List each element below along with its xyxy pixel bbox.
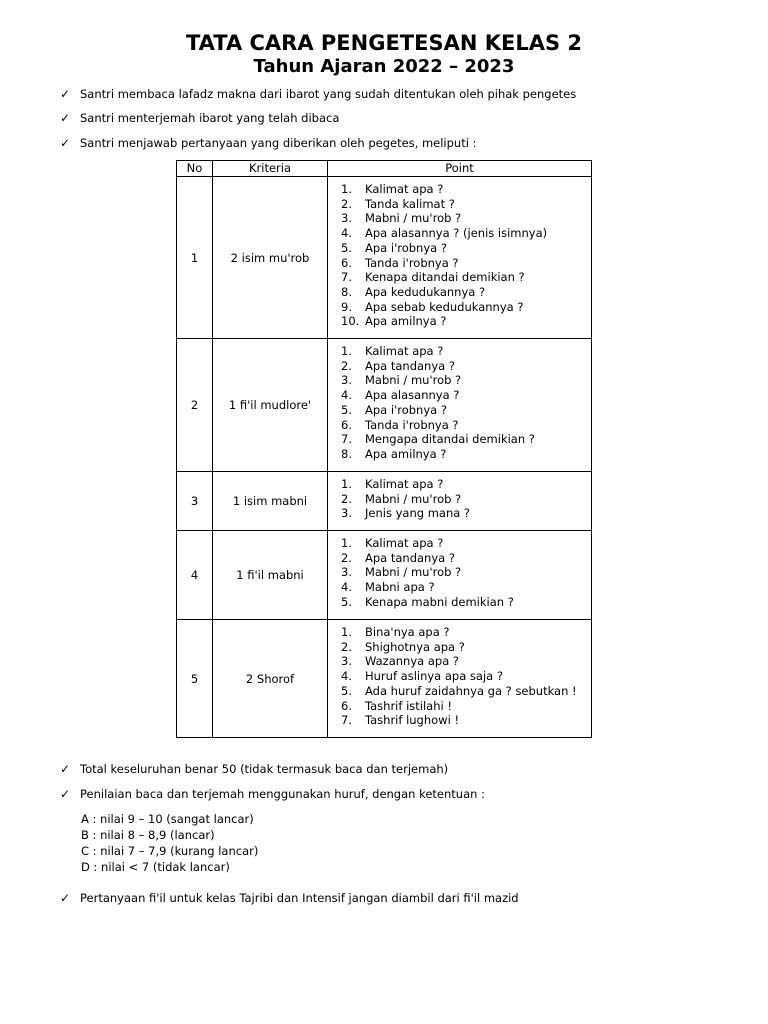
cell-points <box>328 177 592 339</box>
list-item-text: Apa tandanya ? <box>365 550 455 565</box>
cell-no: 1 <box>177 177 213 339</box>
list-item-text: Ada huruf zaidahnya ga ? sebutkan ! <box>365 683 577 698</box>
list-item-text: Tashrif istilahi ! <box>365 698 452 713</box>
list-item-text: Huruf aslinya apa saja ? <box>365 669 503 684</box>
intro-point-3 <box>60 136 476 150</box>
cell-kriteria: 1 fi'il mabni <box>213 531 328 620</box>
list-item <box>328 182 591 197</box>
list-item-text: Kalimat apa ? <box>365 182 444 196</box>
list-item-text: Apa i'robnya ? <box>365 240 447 255</box>
list-item <box>328 580 591 595</box>
list-item <box>328 300 591 315</box>
list-item-text: Mabni apa ? <box>365 580 435 595</box>
list-item <box>328 684 591 699</box>
list-item <box>328 492 591 507</box>
list-item <box>328 506 591 521</box>
final-point <box>60 891 519 905</box>
list-item <box>328 565 591 580</box>
list-item <box>328 256 591 271</box>
list-item-text: Apa amilnya ? <box>365 446 447 461</box>
list-item-text: Kenapa mabni demikian ? <box>365 594 514 609</box>
points-list <box>328 620 591 728</box>
cell-kriteria: 1 isim mabni <box>213 472 328 531</box>
list-item-number: 5. <box>341 402 352 417</box>
header-kriteria: Kriteria <box>213 161 328 177</box>
table-row <box>177 531 592 620</box>
final-point-text: Pertanyaan fi'il untuk kelas Tajribi dan Intensif jangan diambil dari fi'il mazid <box>80 891 519 905</box>
list-item <box>328 447 591 462</box>
list-item-number: 6. <box>341 255 352 270</box>
intro-point-text: Santri membaca lafadz makna dari ibarot yang sudah ditentukan oleh pihak pengetes <box>80 87 577 101</box>
list-item <box>328 344 591 359</box>
checkmark-icon: ✓ <box>60 111 71 125</box>
list-item <box>328 197 591 212</box>
list-item-number: 9. <box>341 299 352 314</box>
list-item-number: 7. <box>341 432 352 447</box>
page-title: TATA CARA PENGETESAN KELAS 2 <box>185 31 583 55</box>
table-row <box>177 339 592 472</box>
list-item-number: 2. <box>341 550 352 565</box>
list-item-number: 7. <box>341 270 352 285</box>
list-item-text: Mengapa ditandai demikian ? <box>365 432 535 447</box>
list-item <box>328 314 591 329</box>
list-item-text: Wazannya apa ? <box>365 654 460 669</box>
list-item <box>328 359 591 374</box>
list-item <box>328 640 591 655</box>
list-item-number: 1. <box>341 477 352 491</box>
intro-point-1 <box>60 87 576 101</box>
list-item-number: 4. <box>341 669 352 684</box>
cell-no: 2 <box>177 339 213 472</box>
list-item-number: 6. <box>341 417 352 432</box>
list-item-text: Apa alasannya ? (jenis isimnya) <box>365 226 548 241</box>
list-item <box>328 285 591 300</box>
list-item-number: 1. <box>341 536 352 550</box>
list-item <box>328 536 591 551</box>
list-item <box>328 403 591 418</box>
list-item-number: 1. <box>341 344 352 358</box>
list-item-text: Apa kedudukannya ? <box>365 284 486 299</box>
list-item-text: Apa i'robnya ? <box>365 402 447 417</box>
list-item-text: Apa alasannya ? <box>365 388 460 403</box>
list-item-text: Mabni / mu'rob ? <box>365 491 462 506</box>
checkmark-icon: ✓ <box>60 762 71 776</box>
list-item-text: Mabni / mu'rob ? <box>365 211 462 226</box>
header-point: Point <box>328 161 592 177</box>
checkmark-icon: ✓ <box>60 87 71 101</box>
list-item-number: 8. <box>341 284 352 299</box>
cell-no: 4 <box>177 531 213 620</box>
list-item-number: 3. <box>341 211 352 226</box>
list-item-number: 7. <box>341 713 352 728</box>
list-item <box>328 432 591 447</box>
intro-point-text: Santri menjawab pertanyaan yang diberikan oleh pegetes, meliputi : <box>80 136 477 150</box>
cell-no: 3 <box>177 472 213 531</box>
points-list <box>328 177 591 329</box>
cell-kriteria: 2 Shorof <box>213 620 328 738</box>
list-item-number: 4. <box>341 580 352 595</box>
list-item-number: 1. <box>341 625 352 639</box>
table-header-row <box>177 161 592 177</box>
list-item <box>328 654 591 669</box>
list-item-number: 5. <box>341 683 352 698</box>
checkmark-icon: ✓ <box>60 136 71 150</box>
list-item-number: 4. <box>341 388 352 403</box>
checkmark-icon: ✓ <box>60 891 71 905</box>
list-item-text: Kalimat apa ? <box>365 536 444 550</box>
table-row <box>177 472 592 531</box>
outro-point-1 <box>60 762 448 776</box>
points-list <box>328 472 591 521</box>
list-item <box>328 226 591 241</box>
list-item <box>328 418 591 433</box>
table-row <box>177 620 592 738</box>
list-item-text: Kalimat apa ? <box>365 477 444 491</box>
list-item-number: 5. <box>341 594 352 609</box>
list-item <box>328 595 591 610</box>
points-list <box>328 531 591 610</box>
checkmark-icon: ✓ <box>60 787 71 801</box>
list-item-number: 2. <box>341 491 352 506</box>
cell-points <box>328 620 592 738</box>
list-item-number: 5. <box>341 240 352 255</box>
list-item <box>328 373 591 388</box>
list-item-text: Apa tandanya ? <box>365 358 455 373</box>
list-item-text: Bina'nya apa ? <box>365 625 450 639</box>
list-item <box>328 551 591 566</box>
list-item-number: 2. <box>341 639 352 654</box>
cell-kriteria: 1 fi'il mudlore' <box>213 339 328 472</box>
page-subtitle: Tahun Ajaran 2022 – 2023 <box>253 56 515 77</box>
grade-line: A : nilai 9 – 10 (sangat lancar) <box>81 812 254 826</box>
intro-point-2 <box>60 111 339 125</box>
list-item-number: 10. <box>341 314 360 329</box>
grade-line: B : nilai 8 – 8,9 (lancar) <box>81 828 215 842</box>
list-item <box>328 270 591 285</box>
points-list <box>328 339 591 462</box>
cell-points <box>328 472 592 531</box>
cell-points <box>328 339 592 472</box>
grade-line: D : nilai < 7 (tidak lancar) <box>81 860 230 874</box>
table-row <box>177 177 592 339</box>
list-item <box>328 241 591 256</box>
list-item <box>328 699 591 714</box>
list-item-text: Shighotnya apa ? <box>365 639 465 654</box>
list-item <box>328 713 591 728</box>
list-item-number: 3. <box>341 565 352 580</box>
list-item-number: 4. <box>341 226 352 241</box>
list-item-number: 2. <box>341 358 352 373</box>
list-item-text: Tashrif lughowi ! <box>365 713 460 728</box>
list-item-text: Tanda i'robnya ? <box>365 255 459 270</box>
list-item-number: 3. <box>341 654 352 669</box>
outro-point-text: Total keseluruhan benar 50 (tidak termasuk baca dan terjemah) <box>80 762 449 776</box>
list-item-number: 3. <box>341 373 352 388</box>
criteria-table <box>176 160 592 738</box>
list-item-number: 6. <box>341 698 352 713</box>
list-item-text: Tanda kalimat ? <box>365 196 455 211</box>
list-item-text: Tanda i'robnya ? <box>365 417 459 432</box>
list-item-text: Jenis yang mana ? <box>365 506 471 521</box>
intro-point-text: Santri menterjemah ibarot yang telah dibaca <box>80 111 340 125</box>
list-item-text: Apa amilnya ? <box>365 314 447 329</box>
list-item <box>328 388 591 403</box>
list-item-number: 2. <box>341 196 352 211</box>
list-item-text: Mabni / mu'rob ? <box>365 565 462 580</box>
cell-no: 5 <box>177 620 213 738</box>
outro-point-2 <box>60 787 485 801</box>
cell-kriteria: 2 isim mu'rob <box>213 177 328 339</box>
list-item <box>328 211 591 226</box>
list-item-number: 8. <box>341 446 352 461</box>
list-item-text: Apa sebab kedudukannya ? <box>365 299 524 314</box>
list-item-number: 1. <box>341 182 352 196</box>
list-item-text: Kalimat apa ? <box>365 344 444 358</box>
list-item <box>328 625 591 640</box>
grade-line: C : nilai 7 – 7,9 (kurang lancar) <box>81 844 259 858</box>
list-item <box>328 477 591 492</box>
list-item <box>328 669 591 684</box>
header-no: No <box>177 161 213 177</box>
outro-point-text: Penilaian baca dan terjemah menggunakan huruf, dengan ketentuan : <box>80 787 485 801</box>
list-item-text: Mabni / mu'rob ? <box>365 373 462 388</box>
cell-points <box>328 531 592 620</box>
list-item-text: Kenapa ditandai demikian ? <box>365 270 525 285</box>
list-item-number: 3. <box>341 506 352 521</box>
